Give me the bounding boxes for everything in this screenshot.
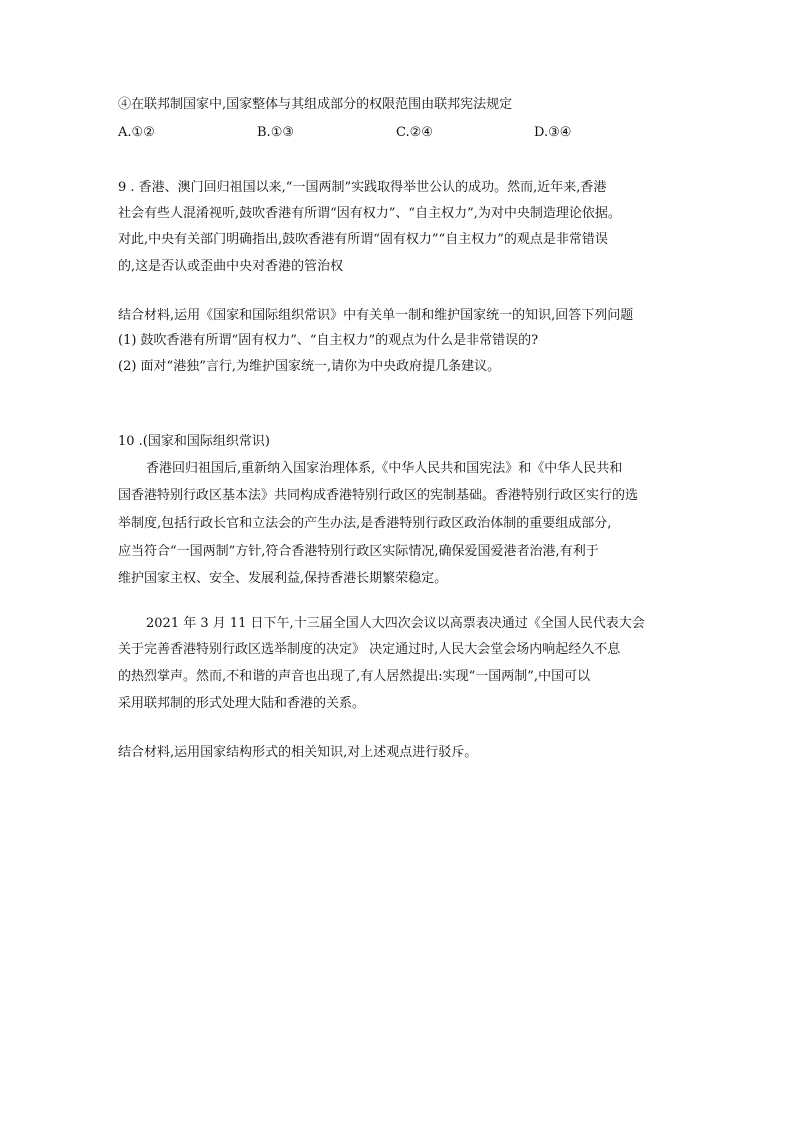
q9-subquestion-1: (1) 鼓吹香港有所谓“固有权力”、“自主权力”的观点为什么是非常错误的? bbox=[118, 333, 539, 348]
option-b-label: B. bbox=[257, 125, 271, 140]
option-c bbox=[396, 124, 433, 142]
q10-para1-line-1: 香港回归祖国后,重新纳入国家治理体系,《中华人民共和国宪法》和《中华人民共和 bbox=[146, 461, 623, 476]
q9-line-4: 的,这是否认或歪曲中央对香港的管治权 bbox=[118, 259, 344, 274]
option-c-label: C. bbox=[396, 125, 410, 140]
q10-para2-line-4: 采用联邦制的形式处理大陆和香港的关系。 bbox=[118, 696, 366, 711]
option-b-value: ①③ bbox=[270, 125, 294, 140]
q10-heading: 10 .(国家和国际组织常识) bbox=[118, 434, 270, 449]
q9-line-3: 对此,中央有关部门明确指出,鼓吹香港有所谓“固有权力”“自主权力”的观点是非常错误 bbox=[118, 232, 608, 247]
q9-line-1: 9 . 香港、澳门回归祖国以来,“一国两制”实践取得举世公认的成功。然而,近年来,香港 bbox=[118, 180, 607, 195]
q10-para1-line-2: 国香港特别行政区基本法》共同构成香港特别行政区的宪制基础。香港特别行政区实行的选 bbox=[118, 488, 639, 503]
option-d-label: D. bbox=[534, 125, 549, 140]
option-d-value: ③④ bbox=[548, 125, 572, 140]
q10-para2-line-3: 的热烈掌声。然而,不和谐的声音也出现了,有人居然提出:实现“一国两制”,中国可以 bbox=[118, 669, 591, 684]
option-b bbox=[257, 124, 294, 142]
q10-para1-line-3: 举制度,包括行政长官和立法会的产生办法,是香港特别行政区政治体制的重要组成部分, bbox=[118, 516, 612, 531]
q9-instruction: 结合材料,运用《国家和国际组织常识》中有关单一制和维护国家统一的知识,回答下列问题 bbox=[118, 308, 634, 323]
q9-line-2: 社会有些人混淆视听,鼓吹香港有所谓“因有权力”、“自主权力”,为对中央制造理论依据。 bbox=[118, 206, 621, 221]
option-a-label: A. bbox=[118, 125, 132, 140]
q10-para2-line-2: 关于完善香港特别行政区选举制度的决定》 决定通过时,人民大会堂会场内响起经久不息 bbox=[118, 642, 621, 657]
option-a-value: ①② bbox=[131, 125, 155, 140]
q10-para2-line-1: 2021 年 3 月 11 日下午,十三届全国人大四次会议以高票表决通过《全国人民代表大会 bbox=[146, 616, 645, 631]
q10-para1-line-4: 应当符合“一国两制”方针,符合香港特别行政区实际情况,确保爱国爱港者治港,有利于 bbox=[118, 544, 599, 559]
q10-para1-line-5: 维护国家主权、安全、发展利益,保持香港长期繁荣稳定。 bbox=[118, 571, 448, 586]
q10-instruction: 结合材料,运用国家结构形式的相关知识,对上述观点进行驳斥。 bbox=[118, 745, 478, 760]
q9-subquestion-2: (2) 面对“港独”言行,为维护国家统一,请你为中央政府提几条建议。 bbox=[118, 359, 501, 374]
option-c-value: ②④ bbox=[409, 125, 433, 140]
q8-options bbox=[118, 124, 638, 142]
option-a bbox=[118, 124, 155, 142]
option-d bbox=[534, 124, 571, 142]
q8-statement-4: ④在联邦制国家中,国家整体与其组成部分的权限范围由联邦宪法规定 bbox=[118, 97, 513, 112]
